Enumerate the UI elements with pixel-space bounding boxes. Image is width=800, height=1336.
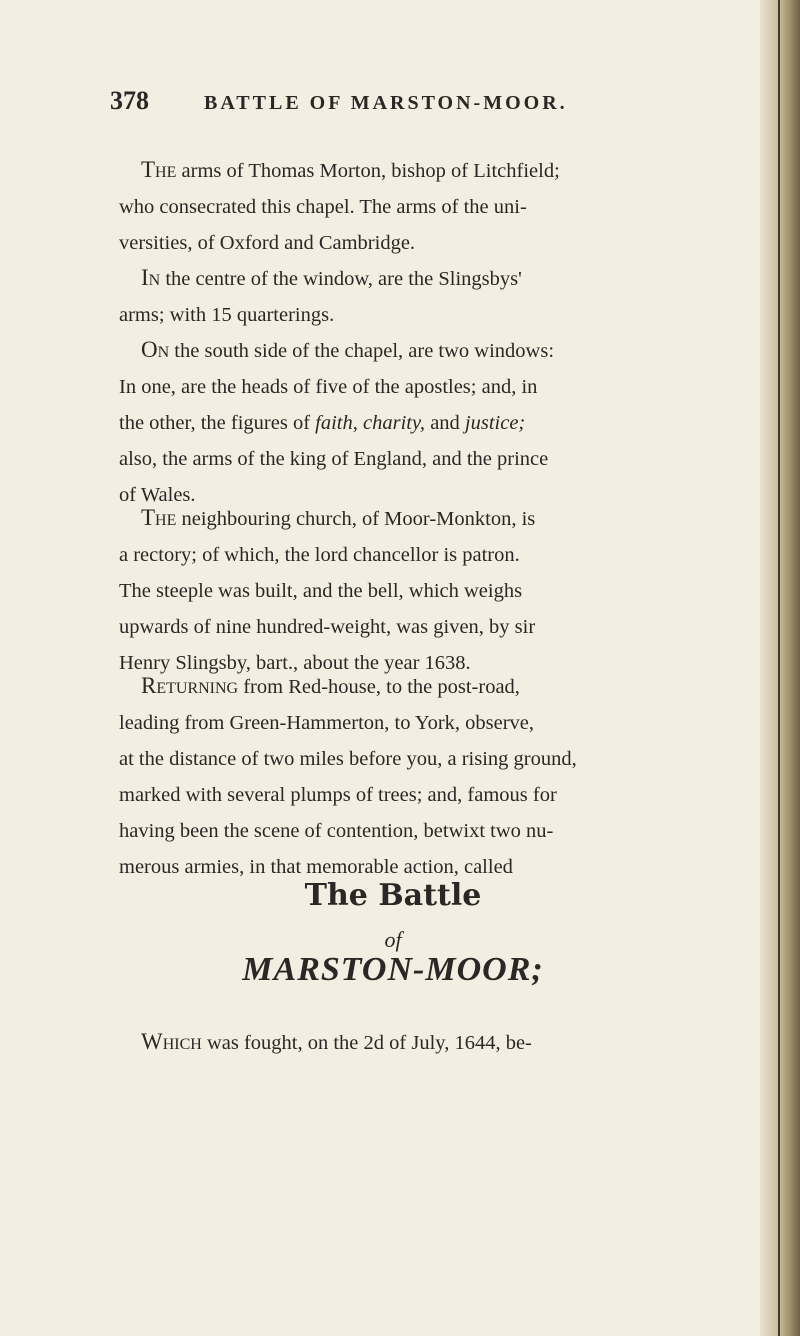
- text-line: at the distance of two miles before you, a rising ground,: [119, 748, 577, 770]
- text-line: of Wales.: [119, 484, 196, 506]
- text-line: who consecrated this chapel. The arms of the uni-: [119, 196, 527, 218]
- text-line: The steeple was built, and the bell, which weighs: [119, 580, 523, 602]
- italic-word: faith,: [315, 412, 358, 434]
- text-line: The arms of Thomas Morton, bishop of Litchfield;: [141, 157, 560, 182]
- italic-word: justice;: [464, 412, 526, 434]
- text-line: In one, are the heads of five of the apostles; and, in: [119, 376, 538, 398]
- binding-line: [778, 0, 780, 1336]
- italic-word: charity,: [363, 412, 426, 434]
- small-caps-lead: The: [141, 505, 177, 530]
- text-line: the other, the figures of faith, charity, and justice;: [119, 412, 526, 434]
- page-edge: [760, 0, 800, 1336]
- heading-blackletter: The Battle: [304, 878, 482, 913]
- text-line: a rectory; of which, the lord chancellor is patron.: [119, 544, 520, 566]
- text-line: The neighbouring church, of Moor-Monkton, is: [141, 505, 536, 530]
- small-caps-lead: On: [141, 337, 170, 362]
- small-caps-lead: In: [141, 265, 161, 290]
- page-number: 378: [110, 86, 149, 115]
- small-caps-lead: Which: [141, 1029, 202, 1054]
- text-line: Returning from Red-house, to the post-road,: [141, 673, 520, 698]
- heading-of: of: [384, 927, 402, 952]
- text-line: also, the arms of the king of England, and the prince: [119, 448, 549, 470]
- small-caps-lead: The: [141, 157, 177, 182]
- heading-block: [119, 0, 667, 1336]
- text-line: having been the scene of contention, betwixt two nu-: [119, 820, 554, 842]
- text-line: leading from Green-Hammerton, to York, observe,: [119, 712, 535, 734]
- text-line: Henry Slingsby, bart., about the year 1638.: [119, 652, 471, 674]
- text-line: versities, of Oxford and Cambridge.: [119, 232, 416, 254]
- text-line: In the centre of the window, are the Slingsbys': [141, 265, 522, 290]
- text-line: On the south side of the chapel, are two windows:: [141, 337, 555, 362]
- text-line: marked with several plumps of trees; and, famous for: [119, 784, 557, 806]
- heading-marston-moor: MARSTON-MOOR;: [242, 951, 544, 988]
- text-line: upwards of nine hundred-weight, was given, by sir: [119, 616, 536, 638]
- final-line: Which was fought, on the 2d of July, 1644, be-: [141, 1029, 532, 1054]
- text-line: merous armies, in that memorable action, called: [119, 856, 513, 878]
- small-caps-lead: Returning: [141, 673, 239, 698]
- running-title: BATTLE OF MARSTON-MOOR.: [204, 92, 568, 114]
- text-line: arms; with 15 quarterings.: [119, 304, 335, 326]
